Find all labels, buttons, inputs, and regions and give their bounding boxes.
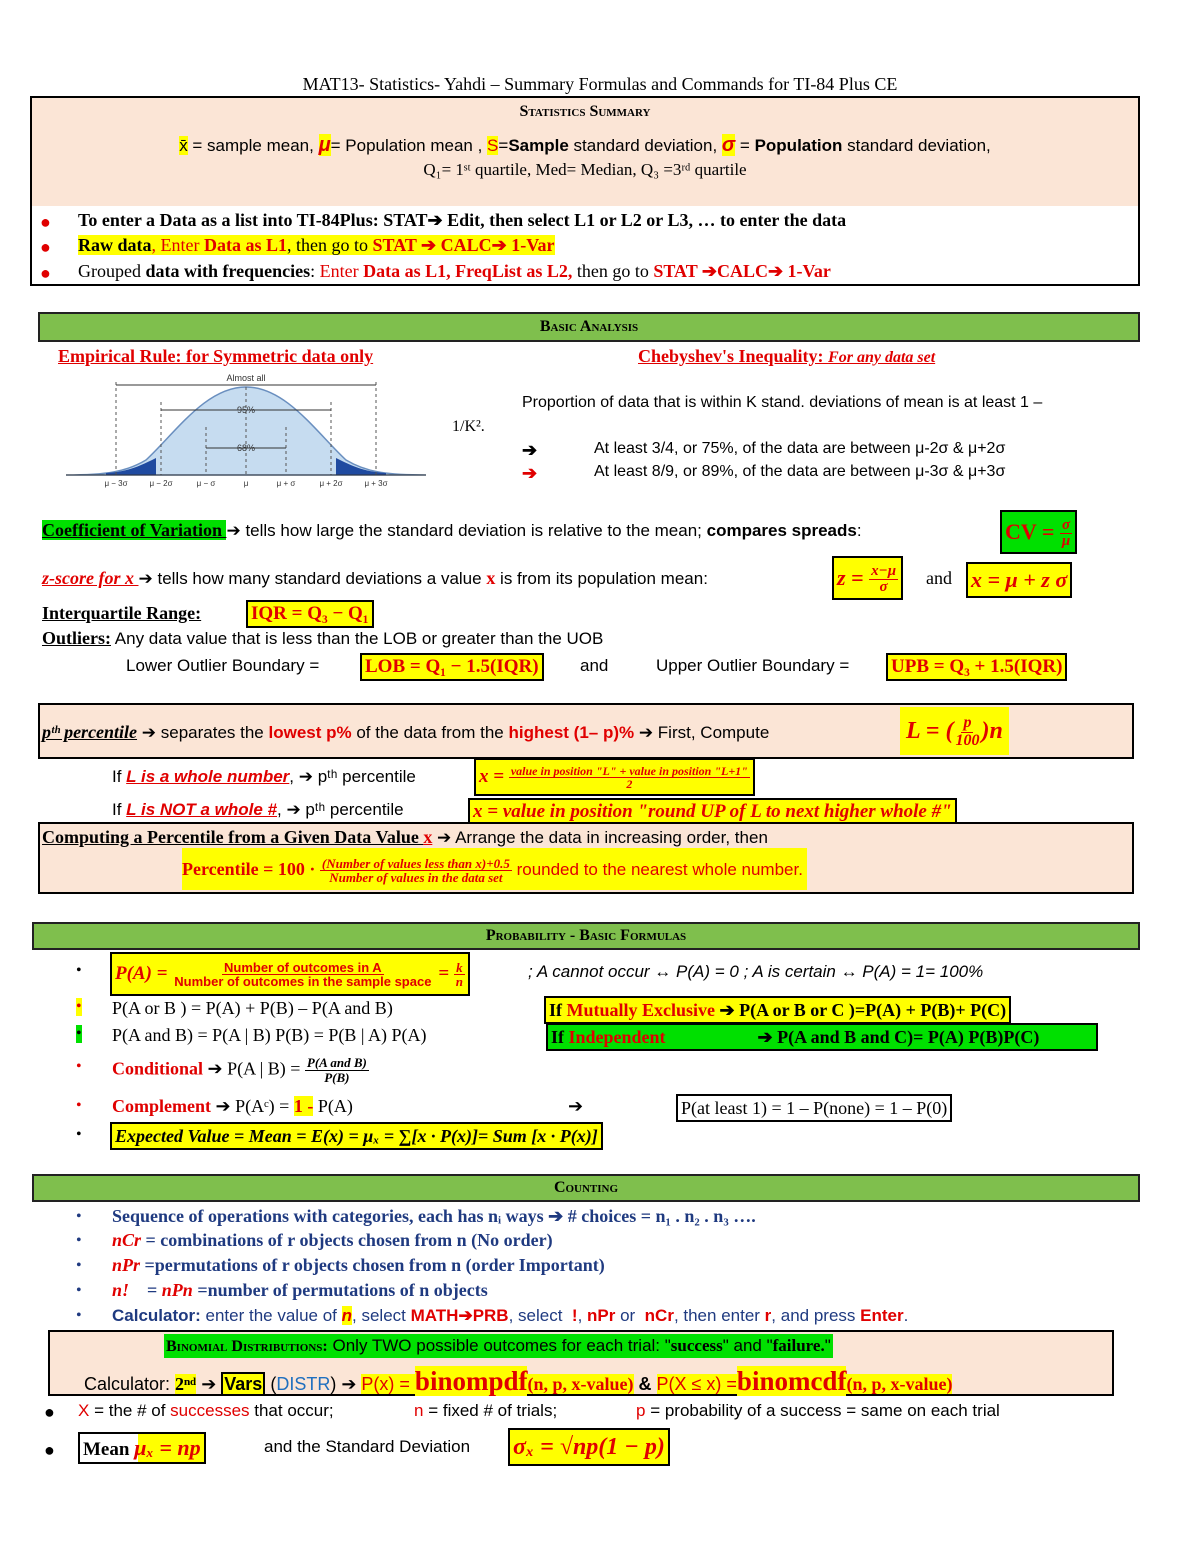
bullet-icon: • (76, 962, 82, 979)
L-fraction (953, 715, 981, 750)
mean-f: μₓ = np (134, 1435, 201, 1460)
bullet-icon: • (76, 1025, 82, 1042)
lob-and: and (580, 656, 609, 675)
z-x: x (486, 568, 496, 588)
L-n: n (989, 718, 1003, 744)
def-p2: = probability of a success = same on each trial (645, 1401, 1000, 1420)
p5-c: 1 - (293, 1096, 314, 1116)
p4-fraction (305, 1056, 369, 1084)
chebyshev-title-text: Chebyshev's Inequality: (638, 346, 829, 366)
binomial-heading-text: Only TWO possible outcomes for each trial: " (327, 1336, 671, 1355)
p1-den: Number of outcomes in the sample space (174, 974, 432, 990)
percentile-definition (42, 722, 769, 743)
percentile-lowest: lowest p% (268, 723, 352, 742)
bin-second: 2ⁿᵈ (175, 1374, 197, 1394)
computing-percentile-line (42, 827, 768, 848)
cv-colon: : (856, 521, 862, 540)
s-bold: Sample (508, 136, 569, 155)
p1-n: n (455, 974, 464, 990)
xbar-definition: = sample mean, (187, 136, 319, 155)
pct-fraction (320, 857, 512, 885)
outliers-text: Any data value that is less than the LOB or greater than the UOB (111, 629, 604, 648)
conditional-rule (112, 1056, 369, 1084)
grouped-e: Data as L1, FreqList as L2, (363, 261, 573, 281)
curve-tick-label: μ + 3σ (364, 479, 388, 488)
curve-label-inner: 68% (236, 443, 256, 453)
binomial-heading: Binomial Distributions: (166, 1338, 328, 1355)
empirical-rule-curve (66, 372, 426, 490)
p1-fraction (172, 961, 433, 989)
cv-den: μ (1061, 533, 1071, 550)
combinations-line (112, 1230, 553, 1251)
curve-tick-label: μ + 2σ (319, 479, 343, 488)
calculator-counting-line (112, 1306, 908, 1326)
if2-c: , ➔ pᵗʰ percentile (277, 800, 404, 819)
bin-amp: & (633, 1374, 657, 1394)
bin-cdf-args: (n, p, x-value) (846, 1374, 953, 1394)
def-x4: that occur; (249, 1401, 334, 1420)
multiplication-rule: P(A and B) = P(A | B) P(B) = P(B | A) P(A) (112, 1025, 427, 1045)
binomial-sd-label: and the Standard Deviation (264, 1437, 471, 1456)
statistics-summary-box (30, 96, 1140, 286)
pct-num: (Number of values less than x)+0.5 (321, 855, 510, 871)
at-least-one-rule: P(at least 1) = 1 – P(none) = 1 – P(0) (676, 1094, 952, 1122)
c5-g: , (577, 1306, 588, 1325)
p1-f: P(A) = (115, 963, 168, 984)
if1-f: x = (479, 766, 505, 787)
z-text2: is from its population mean: (495, 569, 708, 588)
bullet-icon: • (76, 1097, 82, 1114)
L-num: p (963, 714, 972, 732)
binomial-x-def (78, 1401, 334, 1421)
if1-fraction (509, 765, 750, 791)
p3r-b: Independent (568, 1027, 666, 1047)
bullet-icon: • (76, 1282, 82, 1299)
def-n2: = fixed # of trials; (423, 1401, 558, 1420)
addition-rule: P(A or B ) = P(A) + P(B) – P(A and B) (112, 998, 393, 1018)
lob-label: Lower Outlier Boundary = (126, 656, 320, 675)
s-eq: = (498, 136, 509, 155)
p5-a: Complement (112, 1096, 216, 1116)
cv-formula-label: CV = (1005, 519, 1055, 544)
if-not-whole (112, 800, 404, 820)
if1-a: If (112, 767, 127, 786)
p1-kn (454, 961, 465, 989)
c5-k: , then enter (673, 1306, 765, 1325)
p1-k: k (456, 959, 463, 975)
arrow-icon: ➔ (522, 463, 538, 483)
if-whole-number (112, 767, 416, 787)
p2r-a: If (549, 1000, 567, 1020)
permutations-line (112, 1255, 605, 1276)
percentile-formula (182, 848, 807, 890)
if1-b: L is a whole number (126, 767, 290, 786)
nfact-eq: = (129, 1280, 162, 1300)
bullet-icon: • (76, 1126, 82, 1143)
c5-b: enter the value of (200, 1306, 342, 1325)
c5-a: Calculator: (112, 1306, 201, 1325)
bullet-icon: ● (44, 1440, 55, 1460)
z-title: z-score for x (42, 568, 139, 588)
p4-den: P(B) (324, 1069, 350, 1085)
bin-pdf: binompdf (414, 1366, 528, 1396)
cv-num: σ (1062, 516, 1071, 533)
arrow-icon: ➔ (522, 440, 538, 460)
mutually-exclusive-rule (544, 996, 1011, 1024)
bin-px: P(x) = (361, 1374, 415, 1394)
if2-a: If (112, 800, 127, 819)
c5-e: , select (508, 1306, 568, 1325)
chebyshev-subtitle: For any data set (828, 349, 936, 366)
pct-label: Percentile = 100 · (182, 859, 316, 879)
mu-symbol: μ (318, 134, 331, 156)
p3r-c: ➔ P(A and B and C)= P(A) P(B)P(C) (757, 1027, 1040, 1047)
probability-formula (110, 952, 470, 996)
if2-b: L is NOT a whole # (126, 800, 278, 819)
bin-pdf-args: (n, p, x-value) (527, 1374, 634, 1394)
cv-bold: compares spreads (706, 521, 857, 540)
def-x2: = the # of (89, 1401, 171, 1420)
p4-b: ➔ P(A | B) = (207, 1058, 305, 1079)
mu-definition: = Population mean , (330, 136, 488, 155)
lob-formula: LOB = Q₁ − 1.5(IQR) (360, 653, 544, 681)
raw-data-label: Raw data (78, 235, 152, 255)
independent-rule (546, 1023, 1098, 1051)
grouped-d: Enter (319, 261, 364, 281)
nfact-label: n! (112, 1280, 130, 1300)
expected-value-formula: Expected Value = Mean = E(x) = μₓ = ∑[x · P(x)]= Sum [x · P(x)] (110, 1122, 603, 1150)
z-den: σ (879, 579, 888, 596)
def-p: p (636, 1401, 646, 1420)
z-text: ➔ tells how many standard deviations a value (138, 569, 487, 588)
npn-text: =number of permutations of n objects (192, 1280, 488, 1300)
cv-fraction (1060, 518, 1072, 551)
arrow-icon: ➔ (568, 1096, 584, 1116)
bullet-icon: • (76, 998, 82, 1015)
outliers-line (42, 628, 603, 649)
z-num: x−μ (871, 562, 897, 579)
z-fraction (869, 564, 898, 597)
npr-text: =permutations of r objects chosen from n (order Important) (140, 1255, 605, 1275)
def-x: X (78, 1401, 90, 1420)
curve-label-top: Almost all (226, 373, 266, 383)
c5-d: MATH➔PRB (410, 1306, 509, 1325)
percentile-text1: ➔ separates the (137, 723, 269, 742)
chebyshev-k: 1/K². (452, 418, 485, 435)
bullet-icon: • (76, 1058, 82, 1075)
curve-tick-label: μ (243, 479, 249, 488)
cv-text: ➔ tells how large the standard deviation is relative to the mean; (226, 521, 707, 540)
c5-h: nPr (587, 1306, 616, 1325)
p2r-c: ➔ P(A or B or C )=P(A) + P(B)+ P(C) (715, 1000, 1007, 1020)
comp-x: x (423, 827, 433, 847)
L-formula: L = ( $\frac{p}{100}$ )n (900, 707, 1009, 755)
raw-data-then: , then go to (287, 235, 373, 255)
bin-arrow: ➔ (196, 1374, 222, 1394)
statistics-definitions-line2: Q₁= 1ˢᵗ quartile, Med= Median, Q₃ =3ʳᵈ quartile (423, 160, 747, 179)
c5-r: r (764, 1306, 772, 1325)
bin-distr-o: ( (265, 1374, 277, 1394)
empirical-rule-title: Empirical Rule: for Symmetric data only (58, 346, 374, 366)
binomial-n-def (414, 1401, 557, 1421)
binomial-q: " (824, 1336, 831, 1355)
if1-den: 2 (626, 777, 633, 792)
bullet-icon: ● (40, 263, 51, 283)
ncr-label: nCr (112, 1230, 142, 1250)
raw-data-command: STAT ➔ CALC➔ 1-Var (372, 235, 555, 255)
chebyshev-title (638, 346, 935, 367)
percentile-text2: of the data from the (351, 723, 509, 742)
chebyshev-at-least-34: At least 3/4, or 75%, of the data are between μ-2σ & μ+2σ (594, 440, 1006, 457)
bullet-icon: ● (40, 212, 51, 232)
grouped-b: data with frequencies (145, 261, 311, 281)
L-den: 100 (955, 731, 980, 749)
bin-distr-c: ) ➔ (330, 1374, 362, 1394)
coefficient-of-variation-line (42, 520, 862, 541)
counting-heading: Counting (32, 1174, 1140, 1202)
curve-tick-label: μ − σ (196, 479, 216, 488)
grouped-f: then go to (572, 261, 654, 281)
binomial-heading-line (164, 1334, 833, 1358)
raw-data-l1: Data as L1 (204, 235, 288, 255)
binomial-sd-formula: σₓ = √np(1 − p) (508, 1428, 670, 1466)
iqr-formula: IQR = Q₃ − Q₁ (246, 600, 374, 628)
c5-c: , select (352, 1306, 411, 1325)
raw-data-enter: , Enter (151, 235, 204, 255)
def-x3: successes (170, 1401, 250, 1420)
complement-rule (112, 1096, 353, 1117)
cv-title: Coefficient of Variation (42, 520, 227, 540)
sigma-definition: standard deviation, (842, 136, 991, 155)
outliers-title: Outliers: (42, 628, 111, 648)
chebyshev-statement: Proportion of data that is within K stand. deviations of mean is at least 1 – (522, 394, 1043, 411)
x-from-z-formula: x = μ + z σ (966, 562, 1072, 598)
grouped-g: STAT ➔CALC➔ 1-Var (653, 261, 831, 281)
whole-number-formula (474, 758, 755, 796)
curve-tick-label: μ − 3σ (104, 479, 128, 488)
percentile-title: pᵗʰ percentile (42, 722, 138, 742)
p2r-b: Mutually Exclusive (566, 1000, 716, 1020)
binomial-success: success (670, 1336, 723, 1355)
chebyshev-at-least-89: At least 8/9, or 89%, of the data are between μ-3σ & μ+3σ (594, 463, 1006, 480)
bin-distr: DISTR (276, 1374, 331, 1394)
binomial-mean-formula (78, 1432, 206, 1464)
def-n: n (414, 1401, 424, 1420)
p1-eq: = (438, 963, 450, 984)
factorial-line (112, 1280, 488, 1301)
upb-label: Upper Outlier Boundary = (656, 656, 850, 675)
percentile-text3: ➔ First, Compute (634, 723, 770, 742)
npr-label: nPr (112, 1255, 141, 1275)
binomial-p-def (636, 1401, 1000, 1421)
npn-label: nPn (161, 1280, 193, 1300)
if1-c: , ➔ pᵗʰ percentile (289, 767, 416, 786)
c5-f: ! (567, 1306, 578, 1325)
statistics-definitions-line1 (32, 134, 1138, 157)
bin-pxle: P(X ≤ x) = (656, 1374, 737, 1394)
sigma-eq: = (735, 136, 755, 155)
bullet-icon: • (76, 1257, 82, 1274)
binomial-calculator-line (84, 1366, 952, 1397)
sigma-symbol: σ (721, 134, 736, 156)
ncr-text: = combinations of r objects chosen from n (No order) (141, 1230, 553, 1250)
z-formula-label: z = (837, 565, 864, 590)
sigma-bold: Population (754, 136, 843, 155)
iqr-title: Interquartile Range: (42, 603, 202, 623)
bullet-icon: • (76, 1208, 82, 1225)
upb-formula: UPB = Q₃ + 1.5(IQR) (886, 653, 1067, 681)
grouped-a: Grouped (78, 261, 146, 281)
bin-calc: Calculator: (84, 1374, 176, 1394)
comp-text: ➔ Arrange the data in increasing order, then (432, 828, 768, 847)
z-and: and (926, 568, 952, 588)
pct-tail: rounded to the nearest whole number. (511, 860, 803, 879)
mean-label: Mean (83, 1439, 130, 1460)
ti84-enter-data: To enter a Data as a list into TI-84Plus: STAT➔ Edit, then select L1 or L2 or L3, … to enter the data (78, 210, 847, 230)
pct-den: Number of values in the data set (329, 870, 503, 886)
s-symbol: S (487, 136, 499, 155)
bullet-icon: ● (44, 1402, 55, 1422)
bin-cdf: binomcdf (736, 1366, 847, 1396)
binomial-and: " and " (722, 1336, 773, 1355)
z-score-line (42, 568, 708, 589)
binomial-failure: failure. (772, 1336, 825, 1355)
bullet-icon: • (76, 1307, 82, 1324)
basic-analysis-heading: Basic Analysis (38, 312, 1140, 342)
curve-label-mid: 95% (236, 405, 256, 415)
p3r-a: If (551, 1027, 569, 1047)
grouped-data-line (78, 261, 831, 282)
probability-certainty: ; A cannot occur ↔ P(A) = 0 ; A is certain ↔ P(A) = 1= 100% (528, 962, 984, 981)
page-title: MAT13- Statistics- Yahdi – Summary Formulas and Commands for TI-84 Plus CE (302, 74, 898, 94)
curve-tick-label: μ − 2σ (149, 479, 173, 488)
c5-l: , and press (771, 1306, 861, 1325)
raw-data-line (78, 235, 555, 256)
c5-end: . (903, 1306, 909, 1325)
c5-n: n (341, 1306, 353, 1325)
not-whole-formula: x = value in position "round UP of L to next higher whole #" (468, 798, 957, 826)
s-definition: standard deviation, (568, 136, 722, 155)
statistics-summary-heading: Statistics Summary (519, 103, 651, 120)
probability-heading: Probability - Basic Formulas (32, 922, 1140, 950)
p5-d: P(A) (313, 1096, 353, 1116)
c5-i: or (615, 1306, 640, 1325)
bin-vars: Vars (221, 1372, 265, 1396)
p1-num: Number of outcomes in A (224, 959, 382, 975)
bullet-icon: • (76, 1232, 82, 1249)
c5-m: Enter (860, 1306, 904, 1325)
if1-num: value in position "L" + value in position "L+1" (510, 763, 748, 778)
c5-j: nCr (639, 1306, 674, 1325)
grouped-c: : (310, 261, 320, 281)
sequence-operations: Sequence of operations with categories, each has nᵢ ways ➔ # choices = n₁ . n₂ . n₃ …. (112, 1206, 756, 1226)
p5-b: ➔ P(Aᶜ) = (215, 1096, 294, 1116)
xbar-symbol: x̄ (179, 136, 188, 155)
comp-title: Computing a Percentile from a Given Data Value (42, 827, 424, 847)
bullet-icon: ● (40, 237, 51, 257)
L-label: L = (906, 718, 940, 744)
cv-formula (1000, 510, 1077, 554)
p4-a: Conditional (112, 1058, 208, 1079)
z-formula (832, 556, 903, 600)
p4-num: P(A and B) (306, 1055, 367, 1070)
percentile-highest: highest (1– p)% (508, 723, 635, 742)
curve-tick-label: μ + σ (276, 479, 296, 488)
